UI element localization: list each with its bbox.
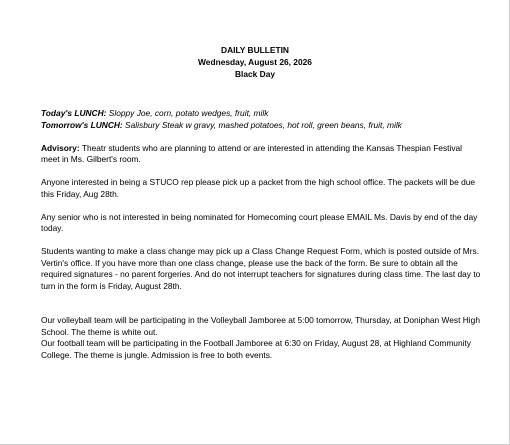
lunch-section (41, 108, 481, 131)
bulletin-body (41, 108, 481, 361)
volleyball-announcement: Our volleyball team will be participating in the Volleyball Jamboree at 5:00 tomorrow, Thursday, at Doniphan West High School. The theme is white out. (41, 315, 480, 337)
tomorrow-lunch-menu: Salisbury Steak w gravy, mashed potatoes, hot roll, green beans, fruit, milk (125, 119, 402, 130)
today-lunch (41, 108, 481, 120)
today-lunch-label: Today's LUNCH: (41, 108, 107, 118)
tomorrow-lunch (41, 120, 481, 132)
today-lunch-menu: Sloppy Joe, corn, potato wedges, fruit, milk (108, 108, 269, 118)
advisory-paragraph (41, 143, 481, 166)
tomorrow-lunch-label: Tomorrow's LUNCH: (41, 119, 123, 130)
advisory-text: Theatr students who are planning to attend or are interested in attending the Kansas Thespian Festival meet in Ms. Gilbert's room. (41, 142, 463, 164)
bulletin-header (0, 44, 510, 80)
stuco-announcement: Anyone interested in being a STUCO rep please pick up a packet from the high school office. The packets will be due this Friday, Aug 28th. (41, 177, 476, 199)
bulletin-day: Black Day (234, 69, 276, 79)
class-change-announcement: Students wanting to make a class change may pick up a Class Change Request Form, which is posted outside of Mrs. Vertin's office. If you have more than one class change, please use the back of the form. Be sure to obtain all the required signatures - no parent forgeries. And do not interrupt teachers for signatures during class time. The last day to turn in the form is Friday, August 28th. (41, 246, 481, 291)
advisory-label: Advisory: (41, 142, 80, 153)
homecoming-announcement: Any senior who is not interested in being nominated for Homecoming court please EMAIL Ms. Davis by end of the day today. (41, 211, 478, 233)
football-announcement: Our football team will be participating in the Football Jamboree at 6:30 on Friday, August 28, at Highland Community College. The theme is jungle. Admission is free to both events. (41, 338, 471, 360)
bulletin-date: Wednesday, August 26, 2026 (198, 57, 312, 67)
bulletin-title: DAILY BULLETIN (221, 45, 289, 55)
